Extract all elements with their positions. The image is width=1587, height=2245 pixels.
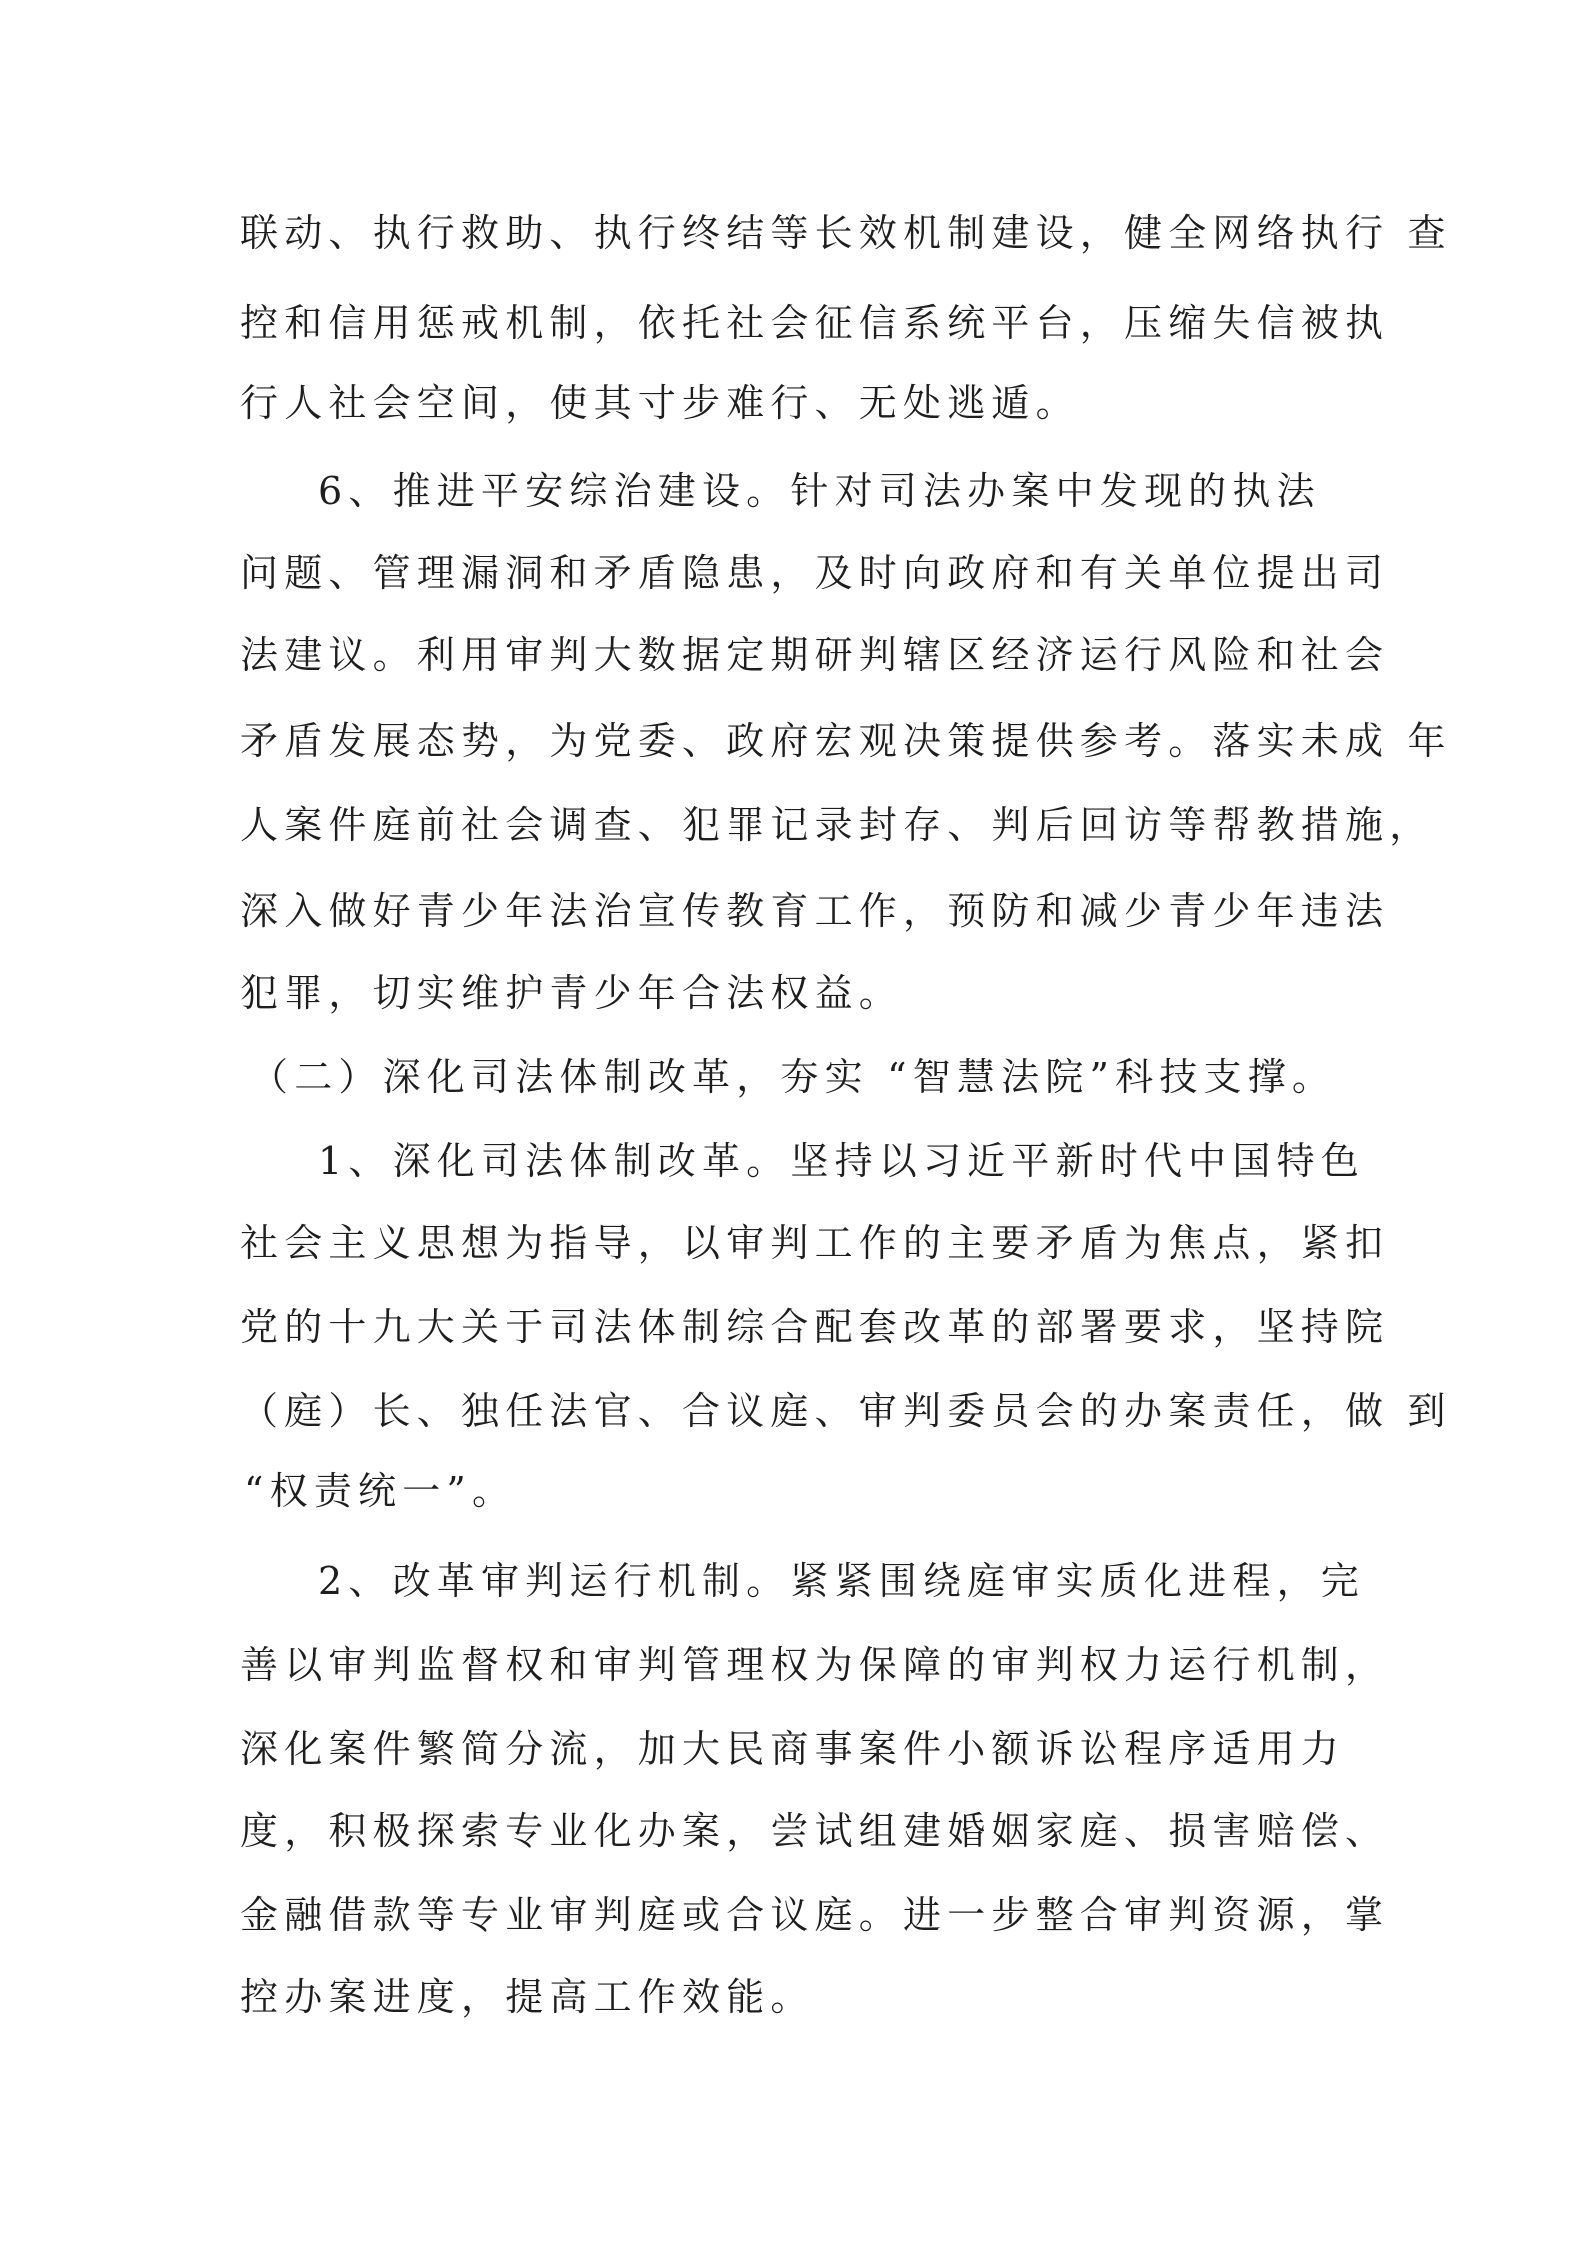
paragraph-line: 金融借款等专业审判庭或合议庭。进一步整合审判资源，掌 bbox=[240, 1893, 1390, 1937]
paragraph-line: 党的十九大关于司法体制综合配套改革的部署要求，坚持院 bbox=[240, 1305, 1390, 1349]
paragraph-line: 深入做好青少年法治宣传教育工作，预防和减少青少年违法 bbox=[240, 889, 1390, 933]
paragraph-line: 控和信用惩戒机制，依托社会征信系统平台，压缩失信被执 bbox=[240, 301, 1390, 345]
paragraph-line: （庭）长、独任法官、合议庭、审判委员会的办案责任，做 到 bbox=[240, 1389, 1452, 1433]
paragraph-line: 行人社会空间，使其寸步难行、无处逃遁。 bbox=[240, 381, 1080, 425]
paragraph-line: 人案件庭前社会调查、犯罪记录封存、判后回访等帮教措施， bbox=[240, 803, 1434, 847]
paragraph-line: 问题、管理漏洞和矛盾隐患，及时向政府和有关单位提出司 bbox=[240, 551, 1390, 595]
paragraph-line: 矛盾发展态势，为党委、政府宏观决策提供参考。落实未成 年 bbox=[240, 719, 1452, 763]
paragraph-line: 社会主义思想为指导，以审判工作的主要矛盾为焦点，紧扣 bbox=[240, 1221, 1390, 1265]
section-heading: （二）深化司法体制改革，夯实 “智慧法院”科技支撑。 bbox=[250, 1055, 1337, 1099]
paragraph-line: 度，积极探索专业化办案，尝试组建婚姻家庭、损害赔偿、 bbox=[240, 1809, 1390, 1853]
paragraph-line: 2、改革审判运行机制。紧紧围绕庭审实质化进程，完 bbox=[318, 1559, 1365, 1603]
paragraph-line: “权责统一”。 bbox=[244, 1469, 517, 1513]
paragraph-line: 犯罪，切实维护青少年合法权益。 bbox=[240, 971, 904, 1015]
paragraph-line: 善以审判监督权和审判管理权为保障的审判权力运行机制， bbox=[240, 1643, 1390, 1687]
paragraph-line: 深化案件繁简分流，加大民商事案件小额诉讼程序适用力 bbox=[240, 1727, 1346, 1771]
paragraph-line: 联动、执行救助、执行终结等长效机制建设，健全网络执行 查 bbox=[240, 211, 1452, 255]
paragraph-line: 6、推进平安综治建设。针对司法办案中发现的执法 bbox=[318, 469, 1321, 513]
paragraph-line: 控办案进度，提高工作效能。 bbox=[240, 1975, 815, 2019]
paragraph-line: 1、深化司法体制改革。坚持以习近平新时代中国特色 bbox=[318, 1139, 1365, 1183]
paragraph-line: 法建议。利用审判大数据定期研判辖区经济运行风险和社会 bbox=[240, 633, 1390, 677]
